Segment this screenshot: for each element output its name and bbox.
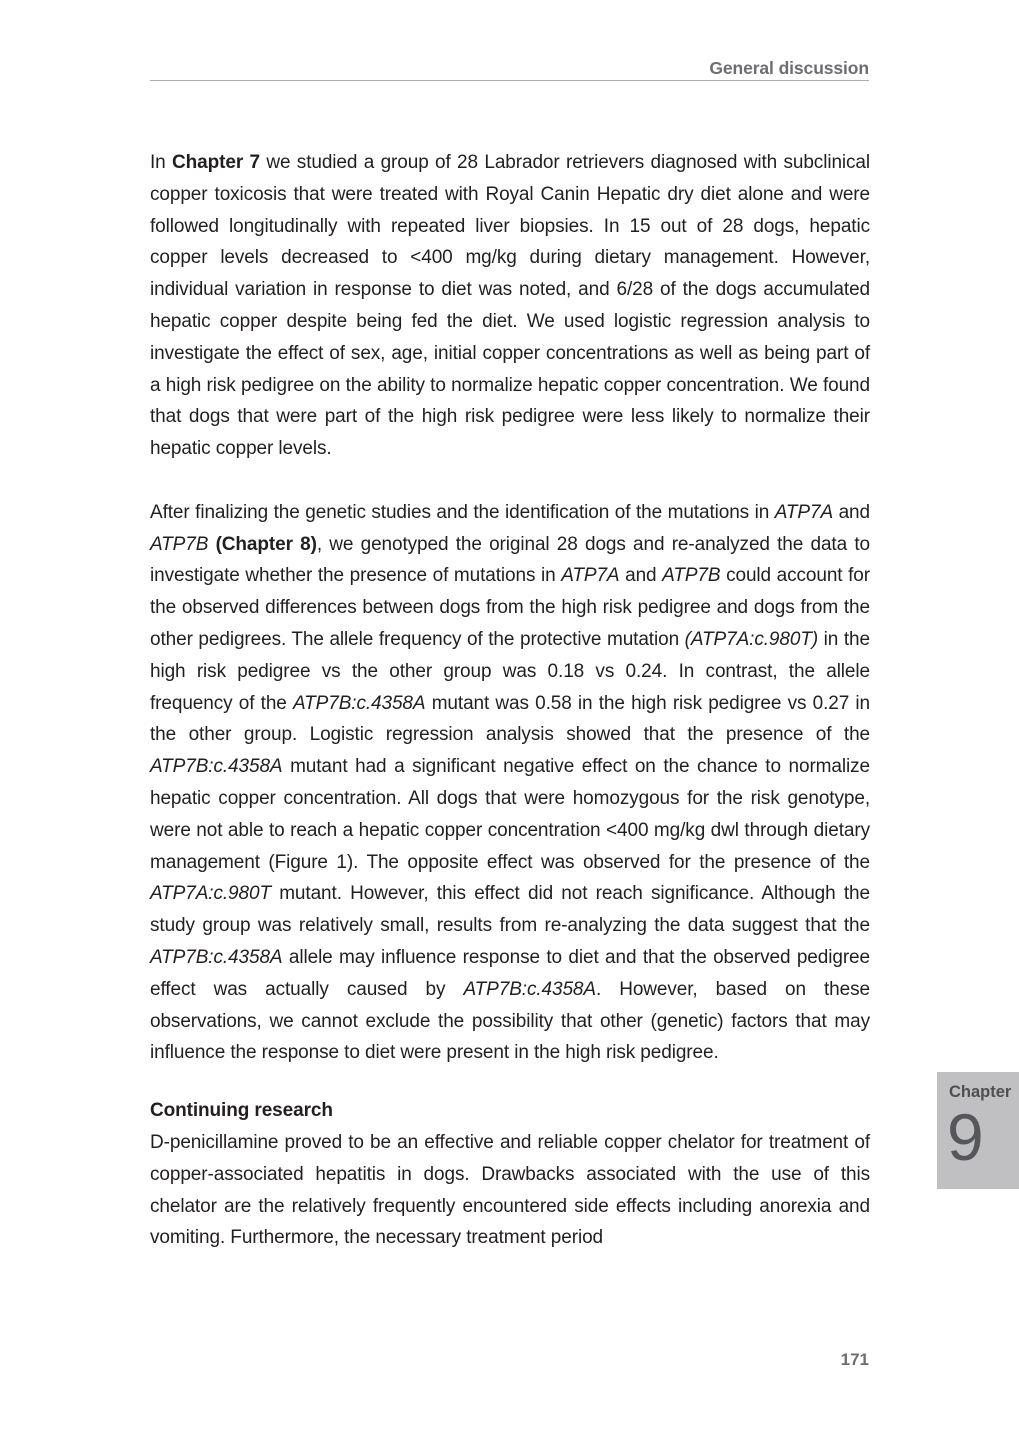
paragraph-chapter7-summary: In Chapter 7 we studied a group of 28 Labrador retrievers diagnosed with subclinical copper toxicosis that were treated with Royal Canin Hepatic dry diet alone and were followed longitudinally with repeated liver biopsies. In 15 out of 28 dogs, hepatic copper levels decreased to <400 mg/kg during dietary management. However, individual variation in response to diet was noted, and 6/28 of the dogs accumulated hepatic copper despite being fed the diet. We used logistic regression analysis to investigate the effect of sex, age, initial copper concentrations as well as being part of a high risk pedigree on the ability to normalize hepatic copper concentration. We found that dogs that were part of the high risk pedigree were less likely to normalize their hepatic copper levels. [150, 152, 871, 460]
chapter-tab [937, 1072, 1019, 1189]
chapter-tab-number: 9 [947, 1100, 984, 1174]
header-rule [150, 80, 869, 81]
chapter-tab-label: Chapter [949, 1083, 1012, 1101]
section-heading-continuing-research: Continuing research [150, 1100, 333, 1122]
paragraph-continuing-research: D-penicillamine proved to be an effective and reliable copper chelator for treatment of copper-associated hepatitis in dogs. Drawbacks associated with the use of this chelator are the relatively frequently encountered side effects including anorexia and vomiting. Furthermore, the necessary treatment period [150, 1131, 870, 1249]
running-header: General discussion [709, 58, 869, 78]
paragraph-genetic-reanalysis: After finalizing the genetic studies and the identification of the mutations in ATP7A and ATP7B (Chapter 8), we genotyped the original 28 dogs and re-analyzed the data to investigate whether the presence of mutations in ATP7A and ATP7B could account for the observed differences between dogs from the high risk pedigree and dogs from the other pedigrees. The allele frequency of the protective mutation (ATP7A:c.980T) in the high risk pedigree vs the other group was 0.18 vs 0.24. In contrast, the allele frequency of the ATP7B:c.4358A mutant was 0.58 in the high risk pedigree vs 0.27 in the other group. Logistic regression analysis showed that the presence of the ATP7B:c.4358A mutant had a significant negative effect on the chance to normalize hepatic copper concentration. All dogs that were homozygous for the risk genotype, were not able to reach a hepatic copper concentration <400 mg/kg dwl through dietary management (Figure 1). The opposite effect was observed for the presence of the ATP7A:c.980T mutant. However, this effect did not reach significance. Although the study group was relatively small, results from re-analyzing the data suggest that the ATP7B:c.4358A allele may influence response to diet and that the observed pedigree effect was actually caused by ATP7B:c.4358A. However, based on these observations, we cannot exclude the possibility that other (genetic) factors that may influence the response to diet were present in the high risk pedigree. [150, 501, 870, 1064]
body-text [150, 147, 870, 1254]
page-number: 171 [840, 1350, 869, 1369]
